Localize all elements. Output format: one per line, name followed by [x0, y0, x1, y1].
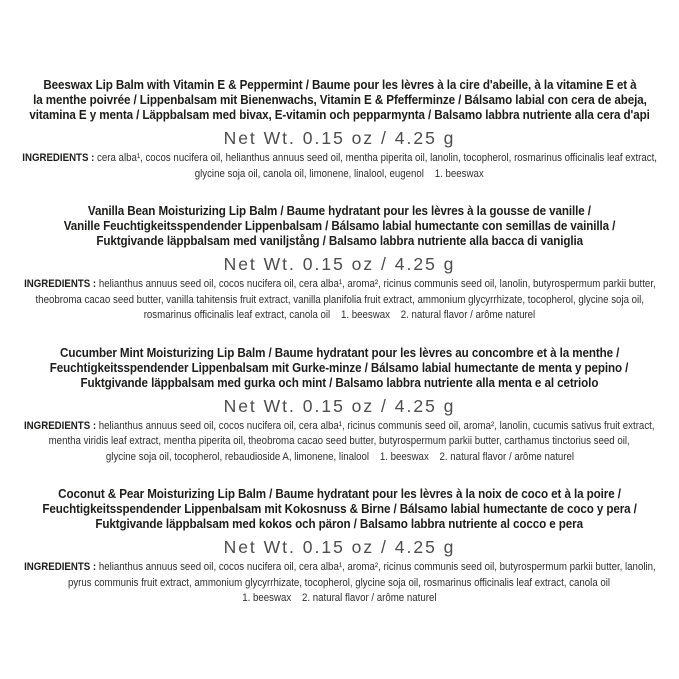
product-section-cucumber-mint — [0, 346, 679, 466]
product-title-line — [0, 108, 679, 123]
product-title-line — [0, 361, 679, 376]
product-title-text: Vanille Feuchtigkeitsspendender Lippenbalsam / Bálsamo labial humectante con semillas de vainilla / — [63, 219, 616, 233]
product-title-line — [0, 487, 679, 502]
product-title-text: Feuchtigkeitsspendender Lippenbalsam mit Gurke-minze / Bálsamo labial humectante de menta y pepino / — [50, 360, 629, 375]
product-title-text: la menthe poivrée / Lippenbalsam mit Bienenwachs, Vitamin E & Pfefferminze / Bálsamo labial con cera de abeja, — [32, 93, 647, 107]
product-title-line — [0, 204, 679, 219]
ingredients-line — [0, 434, 679, 450]
ingredients-label: INGREDIENTS : — [24, 419, 99, 432]
net-weight-line — [0, 536, 679, 558]
product-title-line — [0, 502, 679, 517]
ingredients-line — [0, 450, 679, 466]
product-title-line — [0, 78, 679, 93]
ingredients-label: INGREDIENTS : — [23, 561, 99, 573]
ingredients-text: glycine soja oil, canola oil, limonene, linalool, eugenol 1. beeswax — [195, 167, 484, 180]
ingredients-text: mentha viridis leaf extract, mentha piperita oil, theobroma cacao seed butter, butyrospermum parkii butter, carthamus tinctorius seed oil, — [48, 435, 631, 447]
ingredients-line — [0, 167, 679, 183]
net-weight-text: Net Wt. 0.15 oz / 4.25 g — [223, 254, 456, 274]
ingredients-label: INGREDIENTS : — [22, 152, 97, 164]
product-title-line — [0, 517, 679, 532]
ingredients-text: helianthus annuus seed oil, cocos nucifera oil, cera alba¹, ricinus communis seed oil, aroma², lanolin, cucumis sativus fruit extract, — [98, 419, 655, 432]
ingredients-line — [0, 293, 679, 309]
product-title-text: Fuktgivande läppbalsam med kokos och päron / Balsamo labbra nutriente al cocco e pera — [95, 517, 584, 531]
product-section-coconut-pear — [0, 487, 679, 607]
ingredients-line — [0, 576, 679, 592]
ingredients-label: INGREDIENTS : — [23, 278, 99, 290]
product-title-text: Coconut & Pear Moisturizing Lip Balm / Baume hydratant pour les lèvres à la noix de coco et à la poire / — [58, 487, 621, 501]
product-title-text: Vanilla Bean Moisturizing Lip Balm / Baume hydratant pour les lèvres à la gousse de vanille / — [87, 204, 592, 218]
product-title-line — [0, 219, 679, 234]
product-title-line — [0, 346, 679, 361]
ingredients-text: rosmarinus officinalis leaf extract, canola oil 1. beeswax 2. natural flavor / arôme naturel — [143, 309, 536, 321]
net-weight-line — [0, 127, 679, 149]
net-weight-line — [0, 253, 679, 275]
ingredients-line — [0, 591, 679, 607]
ingredients-text: 1. beeswax 2. natural flavor / arôme naturel — [242, 592, 437, 604]
ingredients-line — [0, 308, 679, 324]
product-title-line — [0, 376, 679, 391]
product-section-beeswax-peppermint — [0, 78, 679, 182]
net-weight-line — [0, 395, 679, 417]
net-weight-text: Net Wt. 0.15 oz / 4.25 g — [223, 395, 456, 416]
product-title-text: Fuktgivande läppbalsam med gurka och mint / Balsamo labbra nutriente alla menta e al cetriolo — [80, 375, 599, 390]
product-section-vanilla-bean — [0, 204, 679, 324]
product-title-text: Beeswax Lip Balm with Vitamin E & Peppermint / Baume pour les lèvres à la cire d'abeille, à la vitamine E et à — [42, 78, 637, 92]
product-title-text: Fuktgivande läppbalsam med vaniljstång / Balsamo labbra nutriente alla bacca di vaniglia — [96, 234, 583, 248]
ingredients-line — [0, 277, 679, 293]
ingredients-text: pyrus communis fruit extract, ammonium glycyrrhizate, tocopherol, glycine soja oil, rosmarinus officinalis leaf extract, canola oil — [68, 576, 611, 589]
ingredients-text: theobroma cacao seed butter, vanilla tahitensis fruit extract, vanilla planifolia fruit extract, ammonium glycyrrhizate, tocopherol, glycine soja oil, — [35, 293, 644, 306]
ingredients-line — [0, 419, 679, 435]
product-title-text: Cucumber Mint Moisturizing Lip Balm / Baume hydratant pour les lèvres au concombre et à la menthe / — [59, 345, 620, 360]
product-title-line — [0, 234, 679, 249]
product-title-text: vitamina E y menta / Läppbalsam med bivax, E-vitamin och pepparmynta / Balsamo labbra nutriente alla cera d'api — [29, 108, 650, 122]
ingredients-text: helianthus annuus seed oil, cocos nucifera oil, cera alba¹, aroma², ricinus communis seed oil, butyrospermum parkii butter, lanolin, — [98, 561, 656, 573]
net-weight-text: Net Wt. 0.15 oz / 4.25 g — [223, 537, 456, 557]
product-title-line — [0, 93, 679, 108]
ingredients-line — [0, 560, 679, 576]
net-weight-text: Net Wt. 0.15 oz / 4.25 g — [223, 128, 456, 148]
ingredients-text: cera alba¹, cocos nucifera oil, helianthus annuus seed oil, mentha piperita oil, lanolin, tocopherol, rosmarinus officinalis leaf extract, — [96, 152, 657, 164]
product-title-text: Feuchtigkeitsspendender Lippenbalsam mit Kokosnuss & Birne / Bálsamo labial humectante de coco y pera / — [42, 502, 637, 516]
ingredients-text: helianthus annuus seed oil, cocos nucifera oil, cera alba¹, aroma², ricinus communis seed oil, lanolin, butyrospermum parkii butter, — [98, 278, 656, 290]
ingredients-line — [0, 151, 679, 167]
ingredients-text: glycine soja oil, tocopherol, rebaudioside A, limonene, linalool 1. beeswax 2. natural flavor / arôme naturel — [105, 450, 574, 463]
